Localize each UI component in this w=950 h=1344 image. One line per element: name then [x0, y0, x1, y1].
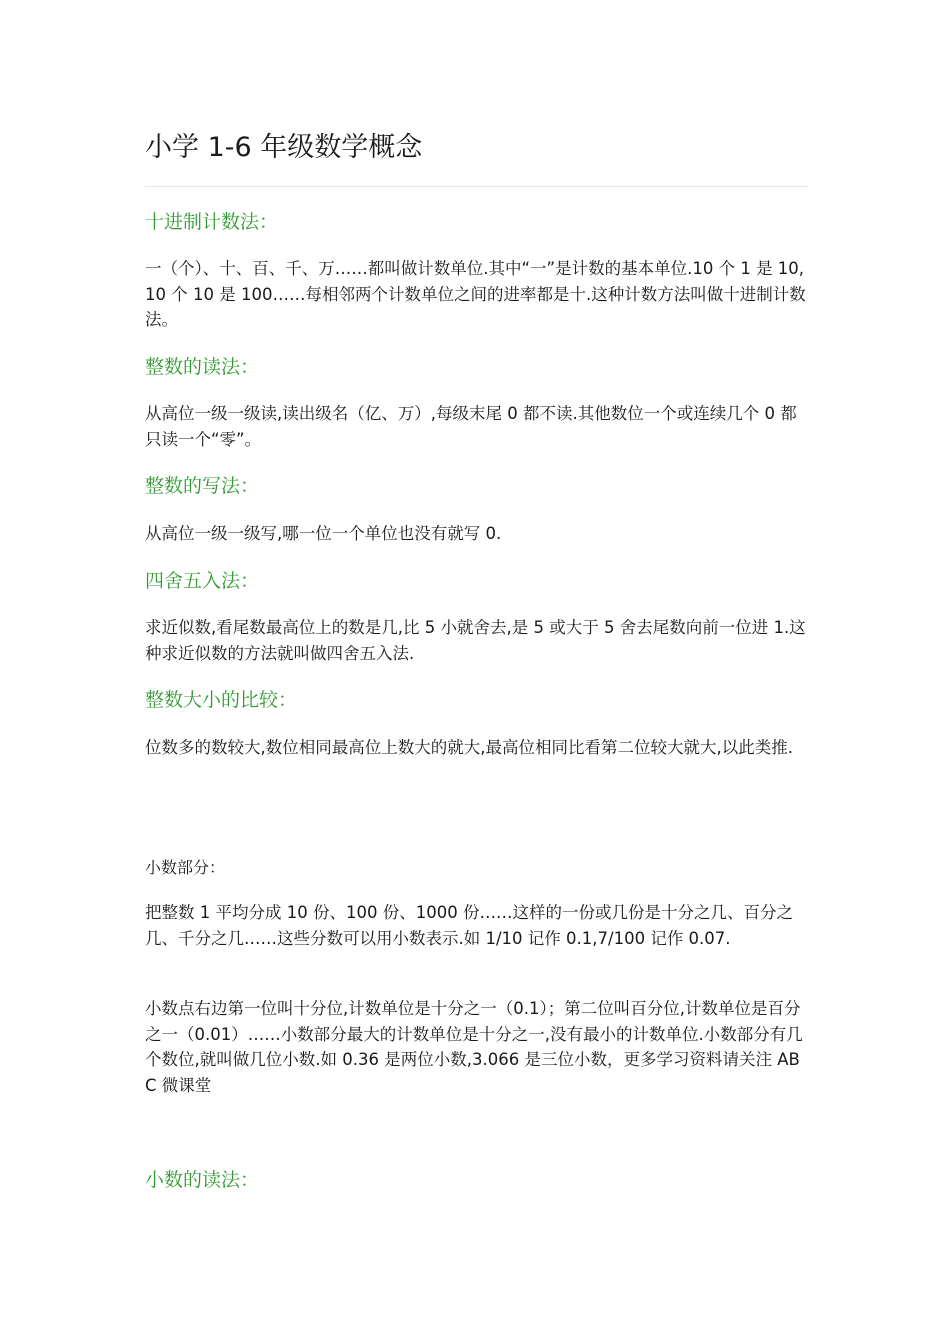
section-paragraph-decimal-part-2: 小数点右边第一位叫十分位,计数单位是十分之一（0.1）；第二位叫百分位,计数单位是百分之一（0.01）……小数部分最大的计数单位是十分之一,没有最小的计数单位.小数部分有几个数位,就叫做几位小数.如 0.36 是两位小数,3.066 是三位小数，更多学习资料请关注 ABC 微课堂 — [145, 999, 803, 1095]
section-paragraph-integer-reading: 从高位一级一级读,读出级名（亿、万）,每级末尾 0 都不读.其他数位一个或连续几个 0 都只读一个“零”。 — [145, 404, 797, 449]
section-heading-integer-comparison: 整数大小的比较： — [145, 689, 298, 711]
section-heading-rounding: 四舍五入法： — [145, 570, 260, 592]
section-heading-decimal-part: 小数部分： — [145, 858, 226, 877]
section-heading-integer-reading: 整数的读法： — [145, 356, 260, 378]
section-paragraph-integer-comparison: 位数多的数较大,数位相同最高位上数大的就大,最高位相同比看第二位较大就大,以此类推. — [145, 738, 793, 757]
section-heading-integer-writing: 整数的写法： — [145, 475, 260, 497]
section-paragraph-rounding: 求近似数,看尾数最高位上的数是几,比 5 小就舍去,是 5 或大于 5 舍去尾数向前一位进 1.这种求近似数的方法就叫做四舍五入法. — [145, 618, 806, 663]
section-paragraph-integer-writing: 从高位一级一级写,哪一位一个单位也没有就写 0. — [145, 524, 502, 543]
section-paragraph-decimal-part-1: 把整数 1 平均分成 10 份、100 份、1000 份……这样的一份或几份是十分之几、百分之几、千分之几……这些分数可以用小数表示.如 1/10 记作 0.1,7/100 记作 0.07. — [145, 903, 793, 948]
section-heading-decimal-reading: 小数的读法： — [145, 1169, 260, 1191]
section-heading-decimal-counting: 十进制计数法： — [145, 211, 279, 233]
page-title: 小学 1-6 年级数学概念 — [145, 132, 423, 163]
title-divider — [145, 186, 808, 187]
section-paragraph-decimal-counting: 一（个）、十、百、千、万……都叫做计数单位.其中“一”是计数的基本单位.10 个 1 是 10,10 个 10 是 100……每相邻两个计数单位之间的进率都是十.这种计数方法叫做十进制计数法。 — [145, 259, 806, 329]
